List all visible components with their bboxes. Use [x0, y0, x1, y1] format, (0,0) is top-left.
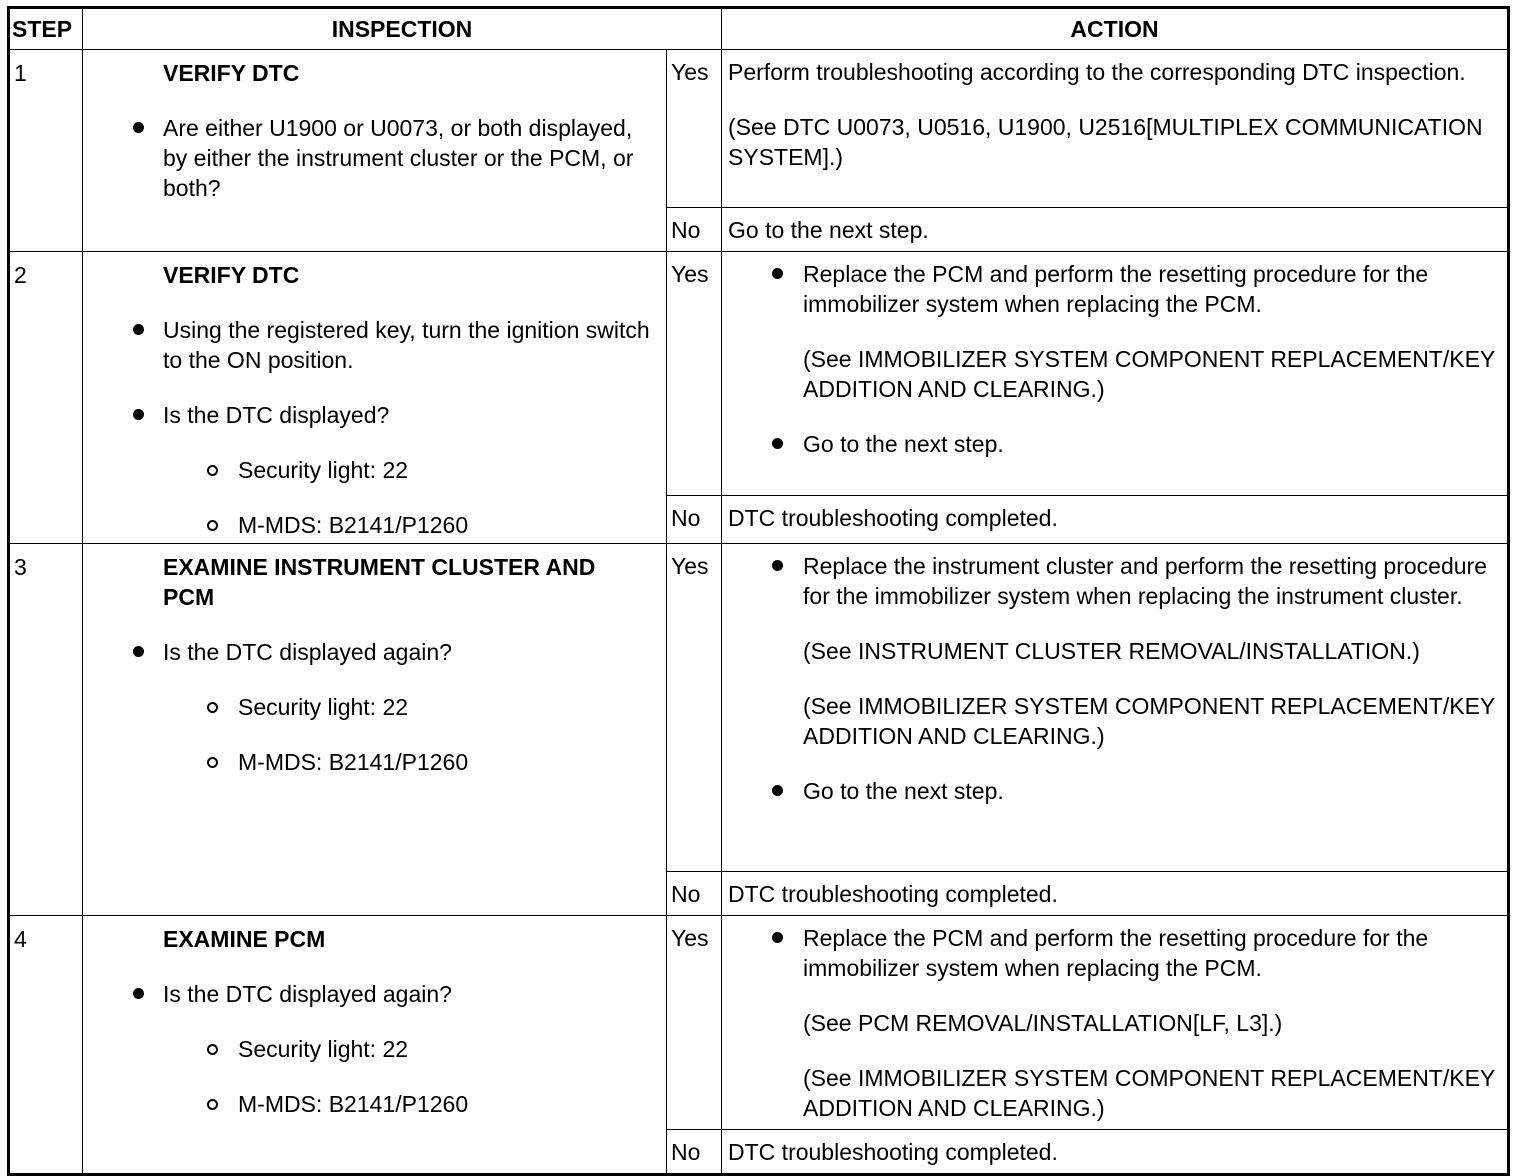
step-number: 3 — [9, 544, 83, 916]
action-text: Perform troubleshooting according to the corresponding DTC inspection. — [728, 59, 1466, 85]
inspection-bullet: Is the DTC displayed again? — [163, 979, 652, 1009]
step-2-yes-action — [722, 252, 1509, 496]
action-bullet: Go to the next step. — [803, 776, 1499, 806]
action-bullet: Replace the instrument cluster and perform the resetting procedure for the immobilizer system when replacing the instrument cluster. — [803, 551, 1499, 611]
step-number: 4 — [9, 916, 83, 1175]
no-action-text: DTC troubleshooting completed. — [722, 1130, 1509, 1175]
inspection-subbullet: Security light: 22 — [238, 692, 652, 722]
inspection-bullet: Are either U1900 or U0073, or both displayed, by either the instrument cluster or the PCM, or both? — [163, 113, 652, 203]
step-2-inspection — [83, 252, 667, 544]
action-bullet: Replace the PCM and perform the resetting procedure for the immobilizer system when replacing the PCM. — [803, 259, 1499, 319]
step-4-inspection — [83, 916, 667, 1175]
inspection-bullet: Is the DTC displayed? — [163, 400, 652, 430]
action-reference: (See DTC U0073, U0516, U1900, U2516[MULTIPLEX COMMUNICATION SYSTEM].) — [728, 114, 1483, 170]
step-title: EXAMINE PCM — [163, 926, 326, 952]
step-3-inspection — [83, 544, 667, 916]
yes-label: Yes — [667, 916, 722, 1130]
no-label: No — [667, 496, 722, 544]
no-action-text: DTC troubleshooting completed. — [722, 496, 1509, 544]
inspection-subbullet: M-MDS: B2141/P1260 — [238, 747, 652, 777]
inspection-bullet: Is the DTC displayed again? — [163, 637, 652, 667]
header-step: STEP — [9, 8, 83, 50]
yes-label: Yes — [667, 50, 722, 208]
step-title: EXAMINE INSTRUMENT CLUSTER AND PCM — [163, 554, 596, 610]
step-title: VERIFY DTC — [163, 60, 300, 86]
yes-label: Yes — [667, 544, 722, 872]
no-action-text: DTC troubleshooting completed. — [722, 872, 1509, 916]
header-action: ACTION — [722, 8, 1509, 50]
step-title: VERIFY DTC — [163, 262, 300, 288]
step-2-yes-row — [9, 252, 1509, 496]
action-bullet: Replace the PCM and perform the resetting procedure for the immobilizer system when replacing the PCM. — [803, 923, 1499, 983]
step-4-yes-row — [9, 916, 1509, 1130]
inspection-bullet: Using the registered key, turn the ignition switch to the ON position. — [163, 315, 652, 375]
no-label: No — [667, 872, 722, 916]
inspection-subbullet: Security light: 22 — [238, 455, 652, 485]
action-reference: (See IMMOBILIZER SYSTEM COMPONENT REPLACEMENT/KEY ADDITION AND CLEARING.) — [803, 693, 1495, 749]
header-inspection: INSPECTION — [83, 8, 722, 50]
step-3-yes-row — [9, 544, 1509, 872]
step-1-yes-row — [9, 50, 1509, 208]
step-1-inspection — [83, 50, 667, 252]
inspection-subbullet: Security light: 22 — [238, 1034, 652, 1064]
no-label: No — [667, 1130, 722, 1175]
action-reference: (See IMMOBILIZER SYSTEM COMPONENT REPLACEMENT/KEY ADDITION AND CLEARING.) — [803, 1065, 1495, 1121]
no-label: No — [667, 208, 722, 252]
action-bullet: Go to the next step. — [803, 429, 1499, 459]
step-3-yes-action — [722, 544, 1509, 872]
step-1-yes-action — [722, 50, 1509, 208]
action-reference: (See INSTRUMENT CLUSTER REMOVAL/INSTALLATION.) — [803, 638, 1420, 664]
step-number: 1 — [9, 50, 83, 252]
inspection-subbullet: M-MDS: B2141/P1260 — [238, 1089, 652, 1119]
action-reference: (See IMMOBILIZER SYSTEM COMPONENT REPLACEMENT/KEY ADDITION AND CLEARING.) — [803, 346, 1495, 402]
no-action-text: Go to the next step. — [722, 208, 1509, 252]
inspection-subbullet: M-MDS: B2141/P1260 — [238, 510, 652, 540]
troubleshooting-table — [7, 6, 1510, 1176]
header-row — [9, 8, 1509, 50]
step-4-yes-action — [722, 916, 1509, 1130]
yes-label: Yes — [667, 252, 722, 496]
action-reference: (See PCM REMOVAL/INSTALLATION[LF, L3].) — [803, 1010, 1283, 1036]
step-number: 2 — [9, 252, 83, 544]
